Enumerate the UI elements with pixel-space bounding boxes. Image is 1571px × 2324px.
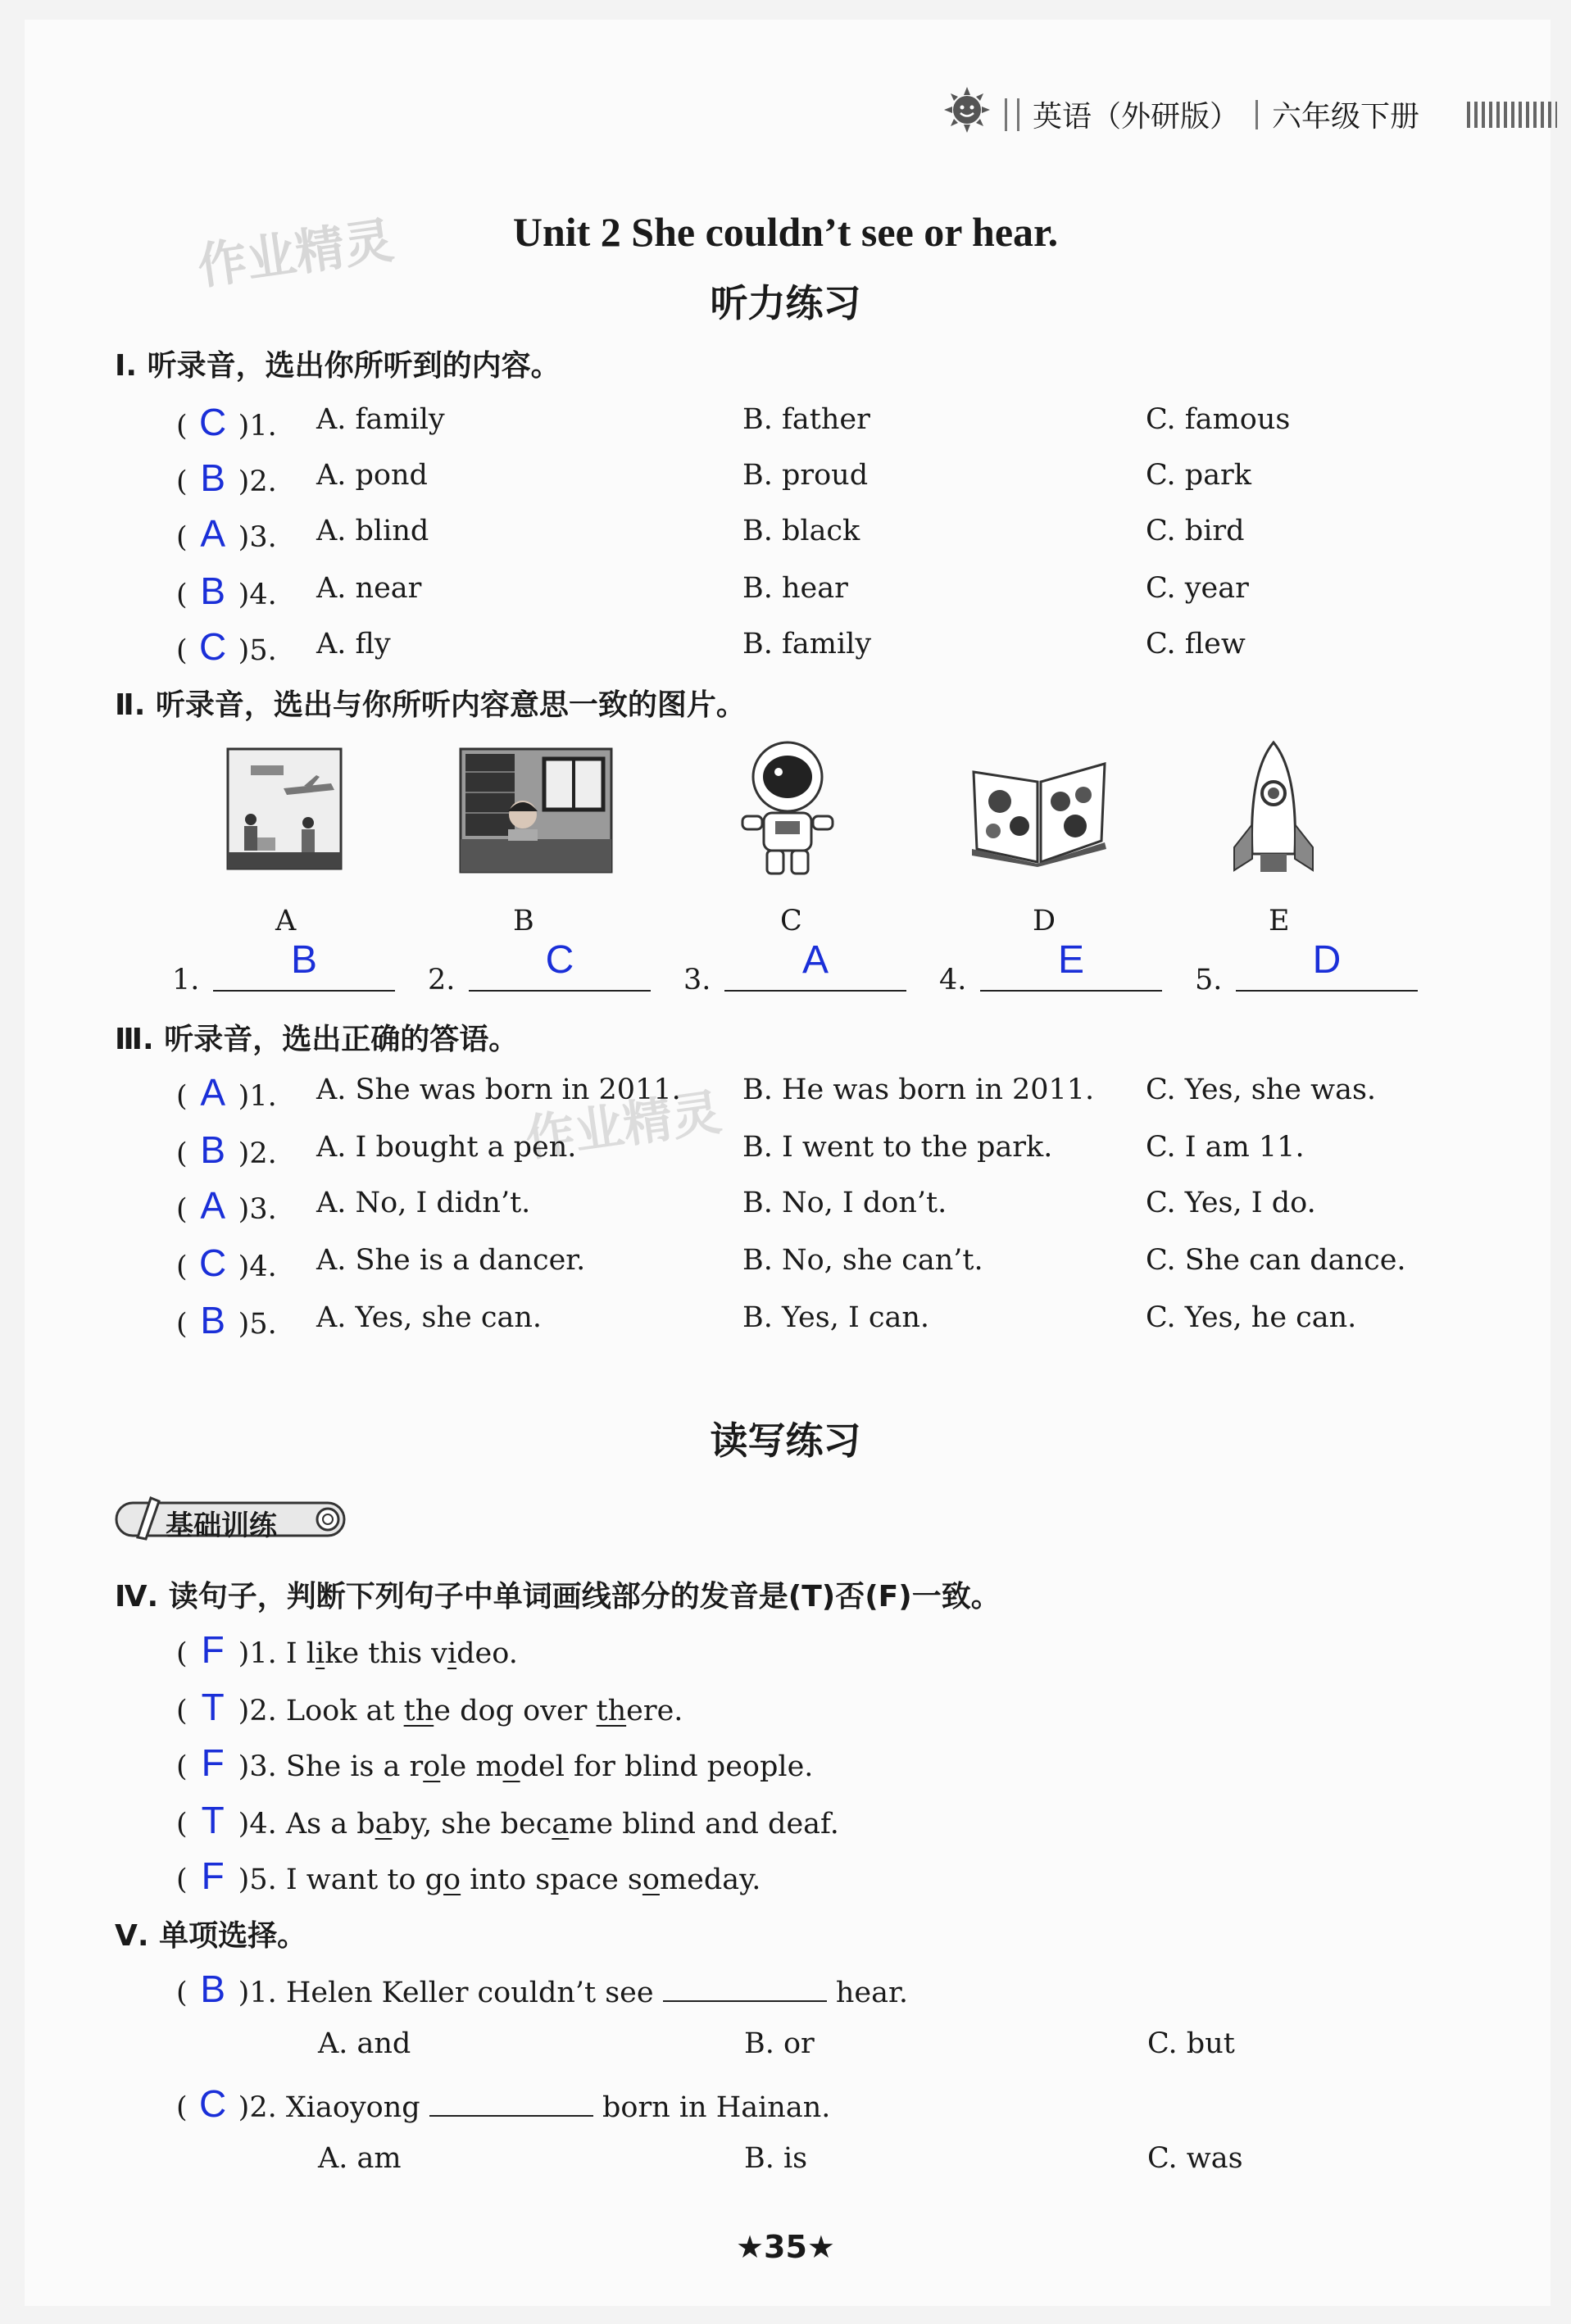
answer[interactable]: A	[200, 1184, 225, 1227]
fill-blank[interactable]	[663, 2000, 827, 2002]
option-b: B. hear	[742, 572, 848, 605]
option-c: C. Yes, she was.	[1146, 1073, 1377, 1106]
s4-q5: ( F )5. I want to go into space someday.	[176, 1854, 761, 1897]
option-a: A. She is a dancer.	[316, 1244, 586, 1277]
option-b: B. I went to the park.	[742, 1131, 1053, 1164]
s5-q1: ( B )1. Helen Keller couldn’t see hear.	[176, 1968, 909, 2010]
page-number: ★35★	[735, 2229, 835, 2265]
watermark: 作业精灵	[193, 211, 397, 297]
option-b: B. proud	[742, 459, 869, 492]
s4-q3: ( F )3. She is a role model for blind people.	[176, 1741, 814, 1784]
s2-blank-3[interactable]	[724, 990, 906, 992]
answer[interactable]: C	[199, 401, 227, 443]
option-b: B. No, she can’t.	[742, 1244, 983, 1277]
answer[interactable]: B	[200, 1128, 225, 1171]
option-a: A. pond	[316, 459, 428, 492]
option-a: A. Yes, she can.	[316, 1301, 542, 1334]
option-a: A. I bought a pen.	[316, 1131, 577, 1164]
s2-num-5: 5.	[1195, 964, 1223, 996]
option-c: C. famous	[1146, 403, 1291, 436]
option-b: B. Yes, I can.	[742, 1301, 930, 1334]
s3-q1: ( A )1.	[176, 1071, 277, 1114]
option-c: C. I am 11.	[1146, 1131, 1305, 1164]
picture-label-e: E	[1269, 905, 1290, 937]
picture-label-a: A	[275, 905, 297, 937]
answer[interactable]: A	[200, 512, 225, 555]
answer[interactable]: A	[200, 1071, 225, 1114]
answer[interactable]: B	[200, 456, 225, 499]
reading-writing-heading: 读写练习	[710, 1418, 861, 1463]
s3-q5: ( B )5.	[176, 1299, 277, 1341]
rocket-picture	[1229, 739, 1318, 880]
answer[interactable]: F	[201, 1741, 225, 1784]
option-c: C. Yes, he can.	[1146, 1301, 1357, 1334]
s3-q3: ( A )3.	[176, 1184, 277, 1227]
option-c: C. year	[1146, 572, 1249, 605]
section-1-heading: Ⅰ. 听录音，选出你所听到的内容。	[115, 349, 561, 383]
unit-title: Unit 2 She couldn’t see or hear.	[512, 209, 1059, 255]
option-c: C. Yes, I do.	[1146, 1187, 1316, 1219]
option-c: C. flew	[1146, 628, 1246, 660]
option-a: A. blind	[316, 515, 429, 547]
badge-label: 基础训练	[166, 1509, 277, 1542]
answer[interactable]: B	[200, 1299, 225, 1341]
section-4-heading: Ⅳ. 读句子，判断下列句子中单词画线部分的发音是(T)否(F)一致。	[115, 1580, 1001, 1614]
header-divider	[1255, 100, 1258, 129]
answer[interactable]: F	[201, 1628, 225, 1671]
girl-reading-picture	[459, 747, 613, 874]
s2-blank-1[interactable]	[213, 990, 395, 992]
option-c: C. was	[1147, 2142, 1243, 2175]
option-b: B. He was born in 2011.	[742, 1073, 1095, 1106]
option-b: B. or	[744, 2027, 815, 2060]
s2-blank-4[interactable]	[980, 990, 1162, 992]
option-c: C. park	[1146, 459, 1251, 492]
option-b: B. is	[744, 2142, 808, 2175]
s3-q2: ( B )2.	[176, 1128, 277, 1171]
option-b: B. No, I don’t.	[742, 1187, 947, 1219]
option-a: A. fly	[316, 628, 391, 660]
answer[interactable]: A	[801, 938, 829, 982]
header-sun-icon	[942, 85, 992, 134]
header-stripe	[1467, 102, 1557, 128]
s4-q1: ( F )1. I like this video.	[176, 1628, 518, 1671]
astronaut-picture	[739, 738, 836, 878]
option-c: C. She can dance.	[1146, 1244, 1406, 1277]
s2-num-1: 1.	[172, 964, 200, 996]
airport-picture	[226, 747, 343, 870]
answer[interactable]: B	[290, 938, 317, 982]
option-a: A. am	[318, 2142, 402, 2175]
listening-heading: 听力练习	[710, 281, 861, 325]
answer[interactable]: T	[201, 1799, 225, 1841]
fill-blank[interactable]	[429, 2115, 593, 2117]
picture-label-b: B	[513, 905, 534, 937]
s1-q1: ( C )1.	[176, 401, 277, 443]
answer[interactable]: D	[1312, 938, 1342, 982]
watermark: 作业精灵	[521, 1083, 725, 1169]
s2-num-3: 3.	[683, 964, 711, 996]
answer[interactable]: E	[1057, 938, 1084, 982]
option-c: C. but	[1147, 2027, 1235, 2060]
s2-blank-5[interactable]	[1236, 990, 1418, 992]
picture-label-c: C	[780, 905, 802, 937]
section-5-heading: Ⅴ. 单项选择。	[115, 1919, 307, 1953]
answer[interactable]: C	[199, 625, 227, 668]
header-grade: 六年级下册	[1272, 100, 1420, 134]
s5-q2: ( C )2. Xiaoyong born in Hainan.	[176, 2082, 831, 2125]
basic-training-badge	[113, 1495, 351, 1541]
s2-num-2: 2.	[428, 964, 456, 996]
answer[interactable]: F	[201, 1854, 225, 1897]
option-c: C. bird	[1146, 515, 1245, 547]
answer[interactable]: C	[199, 1241, 227, 1284]
option-b: B. father	[742, 403, 870, 436]
s2-num-4: 4.	[939, 964, 967, 996]
option-a: A. near	[316, 572, 422, 605]
answer[interactable]: T	[201, 1686, 225, 1728]
option-a: A. and	[318, 2027, 411, 2060]
s4-q4: ( T )4. As a baby, she became blind and deaf.	[176, 1799, 839, 1841]
answer[interactable]: B	[200, 1968, 225, 2010]
section-2-heading: Ⅱ. 听录音，选出与你所听内容意思一致的图片。	[115, 688, 746, 722]
option-a: A. No, I didn’t.	[316, 1187, 531, 1219]
picture-label-d: D	[1033, 905, 1056, 937]
answer[interactable]: C	[199, 2082, 227, 2125]
answer[interactable]: B	[200, 570, 225, 612]
s1-q3: ( A )3.	[176, 512, 277, 555]
s3-q4: ( C )4.	[176, 1241, 277, 1284]
option-b: B. family	[742, 628, 872, 660]
header-divider	[1005, 98, 1019, 131]
s2-blank-2[interactable]	[469, 990, 651, 992]
header-subject: 英语（外研版）	[1033, 100, 1240, 134]
s1-q5: ( C )5.	[176, 625, 277, 668]
s1-q4: ( B )4.	[176, 570, 277, 612]
option-b: B. black	[742, 515, 860, 547]
answer[interactable]: C	[545, 938, 574, 982]
section-3-heading: Ⅲ. 听录音，选出正确的答语。	[115, 1023, 519, 1056]
s4-q2: ( T )2. Look at the dog over there.	[176, 1686, 683, 1728]
picture-book-picture	[969, 752, 1110, 867]
option-a: A. family	[316, 403, 445, 436]
s1-q2: ( B )2.	[176, 456, 277, 499]
option-a: A. She was born in 2011.	[316, 1073, 681, 1106]
